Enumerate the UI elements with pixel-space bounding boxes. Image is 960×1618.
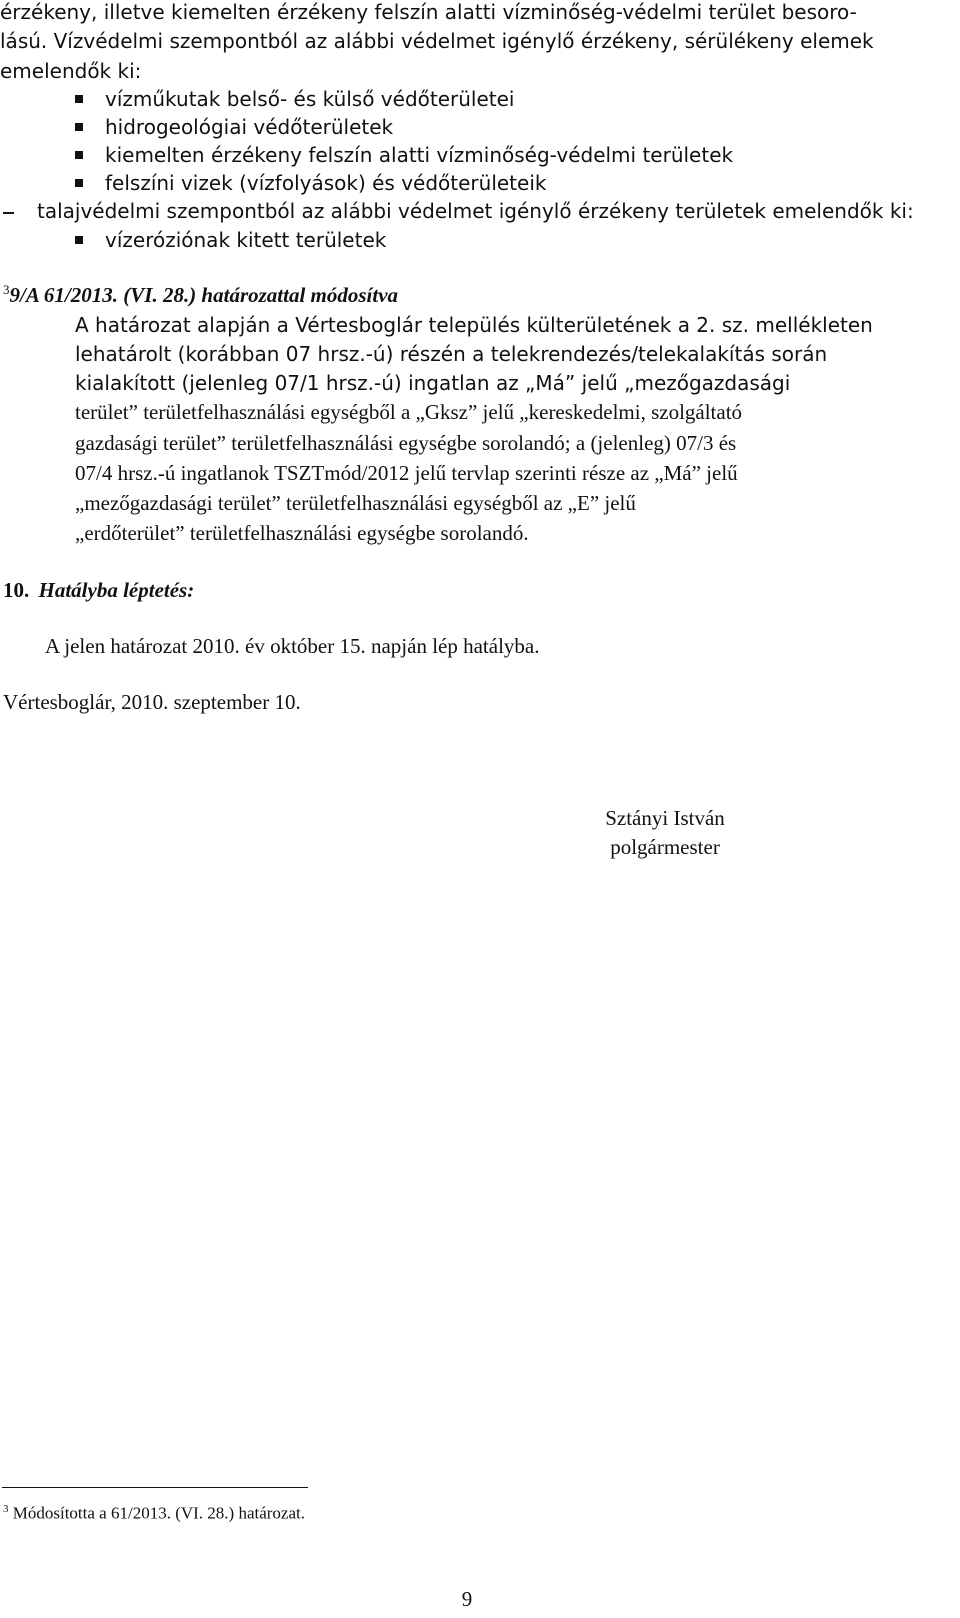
footnote xyxy=(3,1503,305,1524)
square-bullet-icon xyxy=(75,179,83,187)
section-heading xyxy=(3,578,194,603)
footnote-text: Módosította a 61/2013. (VI. 28.) határozat. xyxy=(12,1503,305,1523)
amendment-heading xyxy=(3,282,398,308)
amendment-line: kialakított (jelenleg 07/1 hrsz.-ú) ingatlan az „Má” jelű „mezőgazdasági xyxy=(75,371,791,395)
intro-line: lású. Vízvédelmi szempontból az alábbi védelmet igénylő érzékeny, sérülékeny elemek xyxy=(0,29,874,53)
footnote-marker: 3 xyxy=(3,1503,9,1515)
effective-date-text: A jelen határozat 2010. év október 15. napján lép hatályba. xyxy=(45,634,540,658)
list-item: vízműkutak belső- és külső védőterületei xyxy=(105,87,515,111)
list-item: kiemelten érzékeny felszín alatti vízminőség-védelmi területek xyxy=(105,143,734,167)
footnote-ref: 3 xyxy=(3,282,10,297)
dash-bullet-icon xyxy=(3,212,14,214)
amendment-line: 07/4 hrsz.-ú ingatlanok TSZTmód/2012 jelű tervlap szerinti része az „Má” jelű xyxy=(75,461,738,485)
amendment-line: A határozat alapján a Vértesboglár település külterületének a 2. sz. mellékleten xyxy=(75,313,873,337)
square-bullet-icon xyxy=(75,151,83,159)
amendment-line: „mezőgazdasági terület” területfelhasználási egységből az „E” jelű xyxy=(75,491,636,515)
square-bullet-icon xyxy=(75,95,83,103)
amendment-line: „erdőterület” területfelhasználási egységbe sorolandó. xyxy=(75,521,529,545)
list-item: vízeróziónak kitett területek xyxy=(105,228,387,252)
signatory-name: Sztányi István xyxy=(605,806,725,830)
amendment-line: lehatárolt (korábban 07 hrsz.-ú) részén a telekrendezés/telekalakítás során xyxy=(75,342,828,366)
intro-line: érzékeny, illetve kiemelten érzékeny felszín alatti vízminőség-védelmi terület besoro- xyxy=(0,0,857,24)
list-item: felszíni vizek (vízfolyások) és védőterületeik xyxy=(105,171,547,195)
intro-line: emelendők ki: xyxy=(0,59,142,83)
section-number: 10. xyxy=(3,578,30,602)
amendment-line: gazdasági terület” területfelhasználási egységbe sorolandó; a (jelenleg) 07/3 és xyxy=(75,431,737,455)
place-date: Vértesboglár, 2010. szeptember 10. xyxy=(3,690,301,714)
footnote-separator xyxy=(2,1487,308,1488)
square-bullet-icon xyxy=(75,236,83,244)
section-title: Hatályba léptetés: xyxy=(38,578,195,602)
signatory-title: polgármester xyxy=(610,835,720,859)
list-item: hidrogeológiai védőterületek xyxy=(105,115,394,139)
amendment-line: terület” területfelhasználási egységből a „Gksz” jelű „kereskedelmi, szolgáltató xyxy=(75,400,743,424)
amendment-title: 9/A 61/2013. (VI. 28.) határozattal módosítva xyxy=(9,283,399,307)
soil-protection-line: talajvédelmi szempontból az alábbi védelmet igénylő érzékeny területek emelendők ki: xyxy=(37,199,914,223)
square-bullet-icon xyxy=(75,123,83,131)
page-number: 9 xyxy=(461,1587,473,1611)
